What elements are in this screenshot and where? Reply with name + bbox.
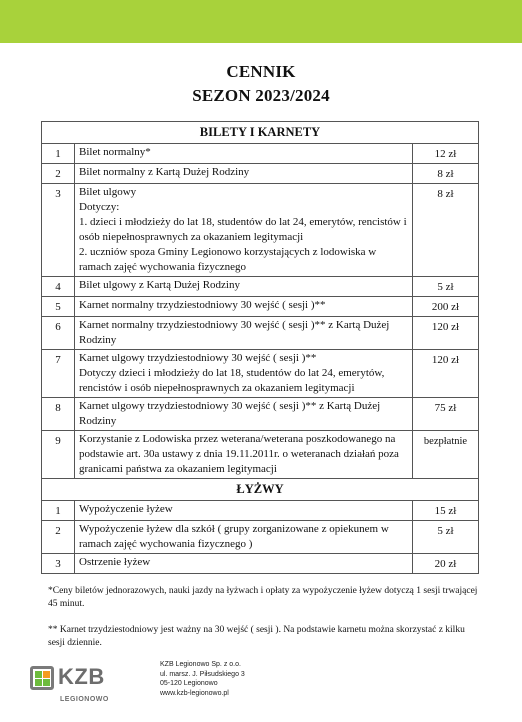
row-price: 20 zł [413, 554, 479, 574]
price-table [41, 121, 479, 574]
address-street: ul. marsz. J. Piłsudskiego 3 [160, 670, 245, 678]
logo-text: KZB [58, 664, 105, 689]
footnote-single-ticket: *Ceny biletów jednorazowych, nauki jazdy na łyżwach i opłaty za wypożyczenie łyżew dotyczą 1 sesji trwającej 45 minut. [48, 586, 478, 609]
row-number: 6 [42, 317, 75, 350]
row-number: 5 [42, 297, 75, 317]
row-description-item: 1. dzieci i młodzieży do lat 18, studentów do lat 24, emerytów, rencistów i osób niepełnosprawnych za okazaniem legitymacji [79, 216, 407, 243]
row-description-title: Karnet ulgowy trzydziestodniowy 30 wejść ( sesji )** [79, 352, 317, 364]
row-price: 5 zł [413, 521, 479, 554]
table-row [42, 554, 479, 574]
table-row [42, 164, 479, 184]
row-description [75, 184, 413, 277]
row-price: 75 zł [413, 398, 479, 431]
table-row [42, 350, 479, 398]
row-number: 3 [42, 184, 75, 277]
row-price: 12 zł [413, 144, 479, 164]
row-description [75, 350, 413, 398]
row-number: 1 [42, 501, 75, 521]
row-description: Bilet normalny* [75, 144, 413, 164]
table-row [42, 398, 479, 431]
address-website: www.kzb-legionowo.pl [160, 689, 229, 697]
row-price: bezpłatnie [413, 431, 479, 479]
row-price: 8 zł [413, 184, 479, 277]
row-description-item: 2. uczniów spoza Gminy Legionowo korzystających z lodowiska w ramach zajęć wychowania fizycznego [79, 246, 377, 273]
row-description: Bilet normalny z Kartą Dużej Rodziny [75, 164, 413, 184]
row-number: 8 [42, 398, 75, 431]
row-description: Ostrzenie łyżew [75, 554, 413, 574]
row-price: 8 zł [413, 164, 479, 184]
table-row [42, 277, 479, 297]
row-price: 120 zł [413, 350, 479, 398]
section-header-tickets [42, 122, 479, 144]
row-price: 15 zł [413, 501, 479, 521]
address-city: 05-120 Legionowo [160, 680, 218, 687]
table-row [42, 297, 479, 317]
row-price: 120 zł [413, 317, 479, 350]
table-row [42, 144, 479, 164]
row-number: 4 [42, 277, 75, 297]
row-description-applies: Dotyczy: [79, 201, 120, 213]
page-title: CENNIK [226, 62, 296, 81]
row-description-title: Bilet ulgowy [79, 186, 137, 198]
row-number: 1 [42, 144, 75, 164]
row-price: 200 zł [413, 297, 479, 317]
logo-subtext: LEGIONOWO [60, 696, 109, 703]
section-header-skates [42, 479, 479, 501]
address-company: KZB Legionowo Sp. z o.o. [160, 661, 241, 668]
table-row [42, 317, 479, 350]
season-title: SEZON 2023/2024 [192, 86, 330, 105]
row-number: 2 [42, 164, 75, 184]
row-number: 9 [42, 431, 75, 479]
row-description: Karnet normalny trzydziestodniowy 30 wejść ( sesji )** z Kartą Dużej Rodziny [75, 317, 413, 350]
row-description: Bilet ulgowy z Kartą Dużej Rodziny [75, 277, 413, 297]
row-description-note: Dotyczy dzieci i młodzieży do lat 18, studentów do lat 24, emerytów, rencistów i osób niepełnosprawnych za okazaniem legitymacji [79, 367, 385, 394]
row-description: Karnet normalny trzydziestodniowy 30 wejść ( sesji )** [75, 297, 413, 317]
table-row [42, 501, 479, 521]
row-number: 7 [42, 350, 75, 398]
row-price: 5 zł [413, 277, 479, 297]
section-title: ŁYŻWY [42, 479, 479, 501]
row-number: 2 [42, 521, 75, 554]
table-row [42, 431, 479, 479]
row-description: Korzystanie z Lodowiska przez weterana/weterana poszkodowanego na podstawie art. 30a ustawy z dnia 19.11.2011r. o weteranach działań poza granicami państwa za okazaniem legitymacji [75, 431, 413, 479]
kzb-logo [30, 662, 114, 710]
row-description: Wypożyczenie łyżew [75, 501, 413, 521]
table-row [42, 521, 479, 554]
section-title: BILETY I KARNETY [42, 122, 479, 144]
company-address [160, 660, 245, 698]
footnote-pass: ** Karnet trzydziestodniowy jest ważny na 30 wejść ( sesji ). Na podstawie karnetu można skorzystać z kilku sesji dziennie. [48, 625, 465, 648]
table-row [42, 184, 479, 277]
row-number: 3 [42, 554, 75, 574]
top-accent-bar [0, 0, 522, 43]
logo-mark-icon [30, 666, 54, 690]
row-description: Wypożyczenie łyżew dla szkół ( grupy zorganizowane z opiekunem w ramach zajęć wychowania fizycznego ) [75, 521, 413, 554]
row-description: Karnet ulgowy trzydziestodniowy 30 wejść ( sesji )** z Kartą Dużej Rodziny [75, 398, 413, 431]
